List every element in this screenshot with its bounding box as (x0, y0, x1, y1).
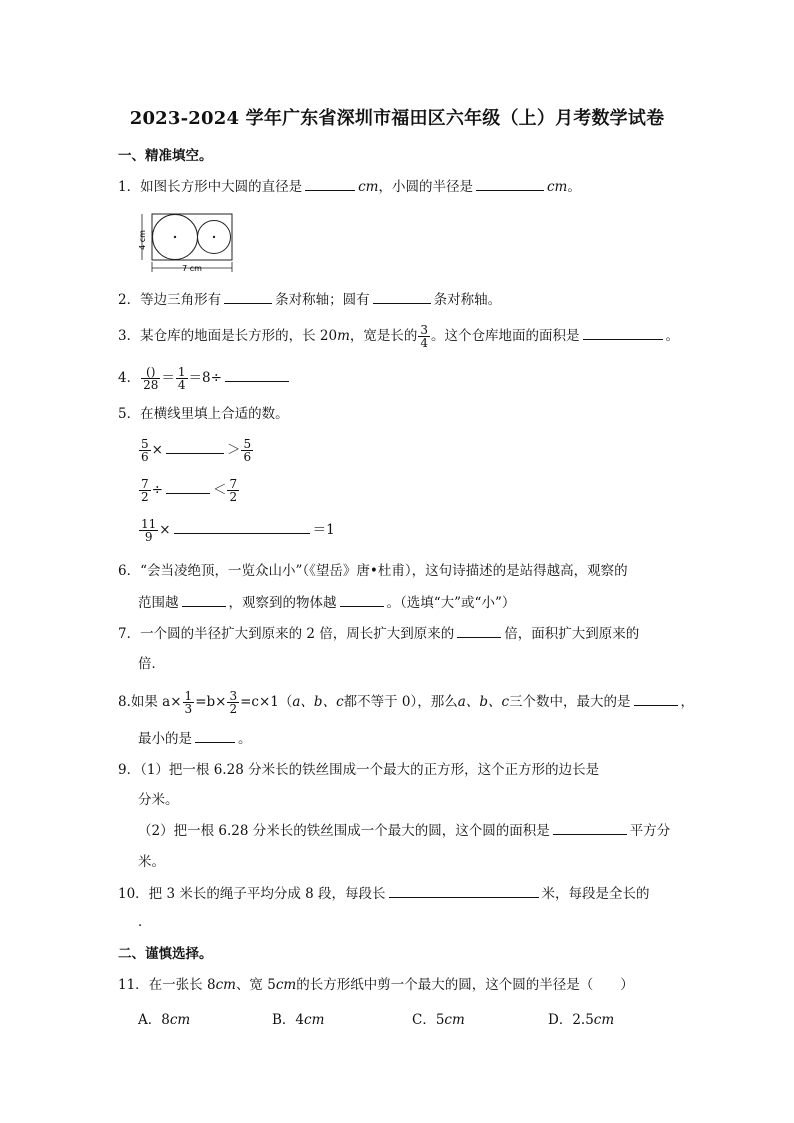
answer-blank[interactable] (195, 728, 235, 743)
question-5-row-2: $\frac{7}{2}$ ÷ ＜ $\frac{7}{2}$ (141, 477, 238, 504)
option-b[interactable]: B．4cm (272, 1012, 325, 1028)
question-5-row-1: $\frac{5}{6}$ × ＞ $\frac{5}{6}$ (141, 437, 252, 464)
answer-blank[interactable] (182, 592, 226, 607)
answer-blank[interactable] (634, 691, 678, 706)
exam-title: 2023-2024 学年广东省深圳市福田区六年级（上）月考数学试卷 (129, 108, 665, 129)
question-9-part-2: （2）把一根 6.28 分米长的铁丝围成一个最大的圆，这个圆的面积是 平方分 (138, 820, 670, 841)
section-heading-fill: 一、精准填空。 (118, 148, 213, 164)
option-d[interactable]: D．2.5cm (548, 1012, 615, 1028)
question-8-cont: 最小的是 。 (138, 728, 252, 749)
answer-blank[interactable] (340, 592, 384, 607)
question-5: 5．在横线里填上合适的数。 (118, 406, 289, 422)
question-10-cont: ． (138, 914, 152, 930)
question-9-cont: 分米。 (138, 792, 179, 808)
answer-blank[interactable] (373, 289, 431, 304)
answer-blank[interactable] (476, 176, 544, 191)
answer-blank[interactable] (166, 439, 224, 454)
question-6: 6．“会当凌绝顶，一览众山小”（《望岳》唐•杜甫），这句诗描述的是站得越高，观察的 (118, 563, 628, 579)
answer-blank[interactable] (583, 325, 663, 340)
answer-blank[interactable] (553, 820, 627, 835)
section-heading-choice: 二、谨慎选择。 (118, 946, 213, 962)
question-9: 9．（1）把一根 6.28 分米长的铁丝围成一个最大的正方形，这个正方形的边长是 (118, 762, 600, 778)
answer-blank[interactable] (389, 883, 539, 898)
answer-blank[interactable] (166, 479, 210, 494)
width-label: 7 cm (182, 264, 202, 273)
question-5-row-3: $\frac{11}{9}$ × ＝1 (141, 517, 335, 544)
question-7-cont: 倍． (138, 656, 165, 672)
question-11: 11．在一张长 8cm、宽 5cm的长方形纸中剪一个最大的圆，这个圆的半径是（ ） (118, 977, 634, 993)
height-label: 4 cm (138, 230, 147, 250)
question-7: 7．一个圆的半径扩大到原来的 2 倍，周长扩大到原来的 倍，面积扩大到原来的 (118, 623, 639, 644)
question-9-part-2-cont: 米。 (138, 854, 165, 870)
option-c[interactable]: C．5cm (412, 1012, 465, 1028)
answer-blank[interactable] (174, 519, 310, 534)
option-a[interactable]: A．8cm (138, 1012, 191, 1028)
question-8: 8.如果 a× $\frac{1}{3}$ =b× $\frac{3}{2}$ =c×1（a、b、c都不等于 0），那么a、b、c三个数中，最大的是 ， (118, 689, 695, 716)
fraction: $\frac{1}{4}$ (177, 365, 186, 392)
question-6-cont: 范围越 ，观察到的物体越 。（选填“大”或“小”） (138, 592, 515, 613)
question-1: 1．如图长方形中大圆的直径是 cm，小圆的半径是 cm。 (118, 176, 581, 197)
answer-blank[interactable] (225, 367, 289, 382)
answer-blank[interactable] (457, 623, 501, 638)
fraction: $\frac{()}{28}$ (143, 365, 159, 392)
question-4: 4． $\frac{()}{28}$ ＝ $\frac{1}{4}$ ＝8÷ (118, 366, 292, 391)
answer-blank[interactable] (305, 176, 355, 191)
fraction: $\frac{3}{4}$ (420, 323, 429, 350)
question-2: 2．等边三角形有 条对称轴；圆有 条对称轴。 (118, 289, 501, 310)
answer-blank[interactable] (224, 289, 272, 304)
question-10: 10．把 3 米长的绳子平均分成 8 段，每段长 米，每段是全长的 (118, 883, 650, 904)
question-3: 3．某仓库的地面是长方形的，长 20m，宽是长的 $\frac{3}{4}$ 。这个仓库地面的面积是 。 (118, 323, 680, 350)
rectangle-circles-figure (138, 210, 238, 278)
